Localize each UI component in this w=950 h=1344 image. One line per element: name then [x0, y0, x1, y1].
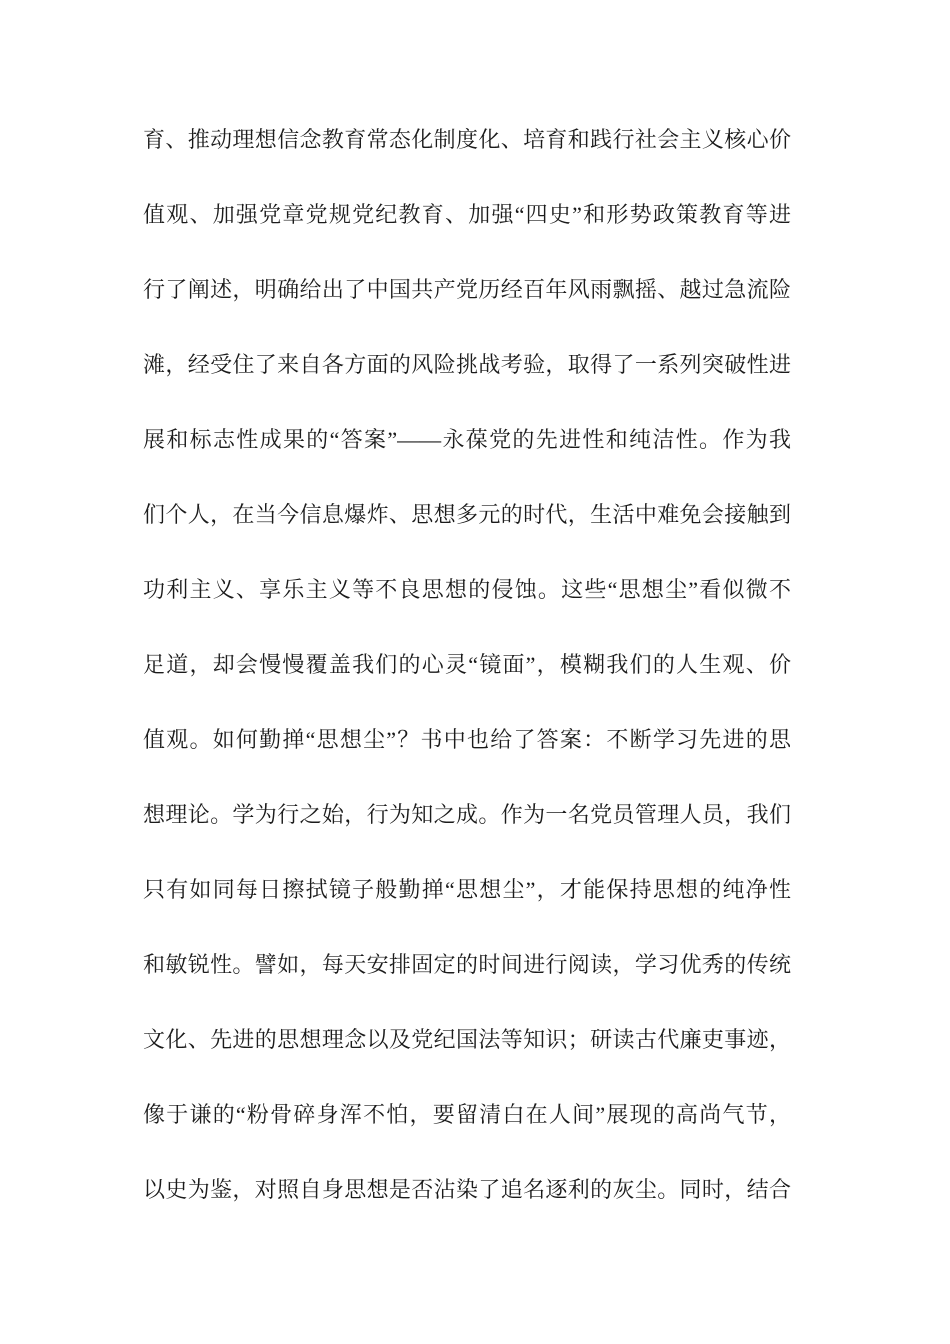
text-line: 足道，却会慢慢覆盖我们的心灵“镜面”，模糊我们的人生观、价: [143, 652, 791, 677]
text-line: 文化、先进的思想理念以及党纪国法等知识；研读古代廉吏事迹，: [143, 1027, 791, 1052]
text-line: 们个人，在当今信息爆炸、思想多元的时代，生活中难免会接触到: [143, 502, 791, 527]
paragraph-text-block: [143, 102, 791, 1227]
text-line: 展和标志性成果的“答案”——永葆党的先进性和纯洁性。作为我: [143, 427, 791, 452]
text-line: 像于谦的“粉骨碎身浑不怕，要留清白在人间”展现的高尚气节，: [143, 1102, 791, 1127]
text-line: 功利主义、享乐主义等不良思想的侵蚀。这些“思想尘”看似微不: [143, 577, 791, 602]
text-line: 以史为鉴，对照自身思想是否沾染了追名逐利的灰尘。同时，结合: [143, 1177, 791, 1202]
text-line: 值观。如何勤掸“思想尘”？书中也给了答案：不断学习先进的思: [143, 727, 791, 752]
text-line: 只有如同每日擦拭镜子般勤掸“思想尘”，才能保持思想的纯净性: [143, 877, 791, 902]
text-line: 滩，经受住了来自各方面的风险挑战考验，取得了一系列突破性进: [143, 352, 791, 377]
text-line: 行了阐述，明确给出了中国共产党历经百年风雨飘摇、越过急流险: [143, 277, 791, 302]
text-line: 想理论。学为行之始，行为知之成。作为一名党员管理人员，我们: [143, 802, 791, 827]
text-line: 和敏锐性。譬如，每天安排固定的时间进行阅读，学习优秀的传统: [143, 952, 791, 977]
text-line: 育、推动理想信念教育常态化制度化、培育和践行社会主义核心价: [143, 127, 791, 152]
text-line: 值观、加强党章党规党纪教育、加强“四史”和形势政策教育等进: [143, 202, 791, 227]
